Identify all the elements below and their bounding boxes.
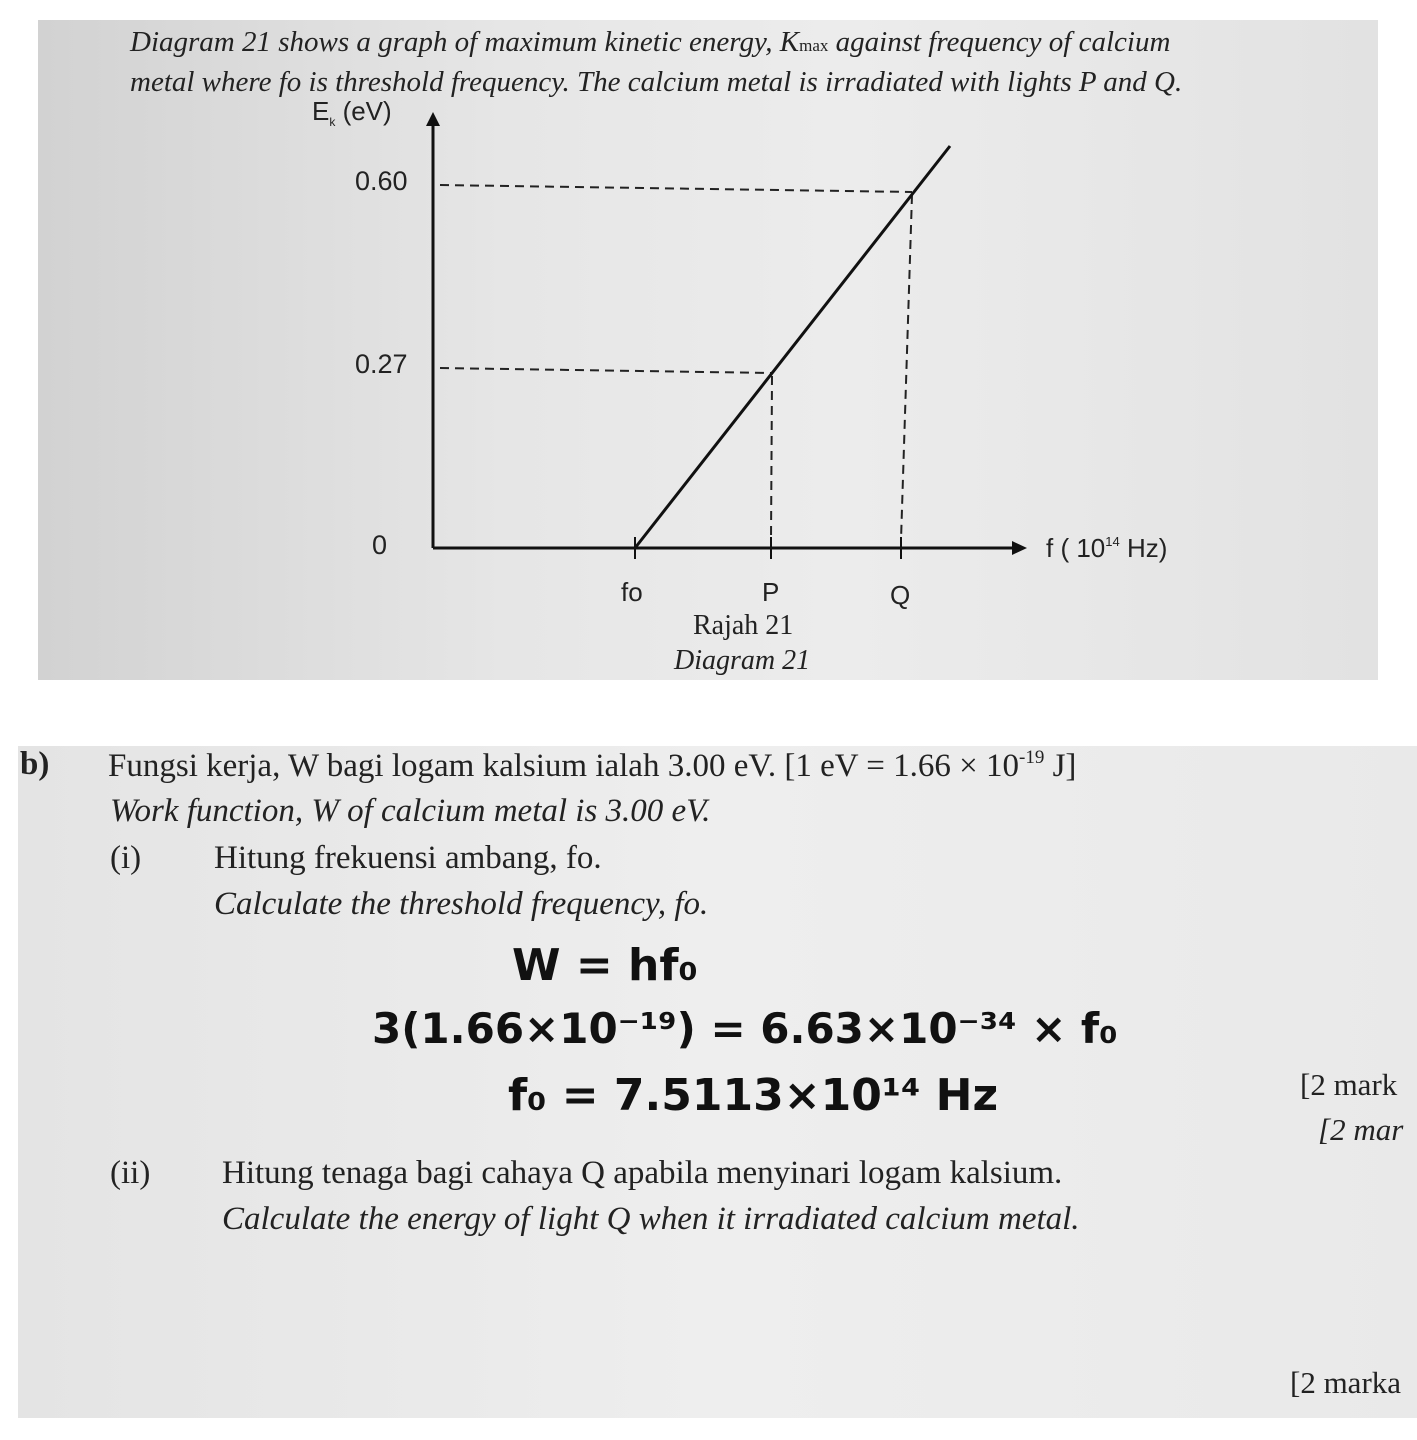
- caption-malay: Rajah 21: [693, 610, 794, 641]
- dashed-line-060: [440, 185, 912, 192]
- y-axis-symbol: E: [312, 96, 330, 126]
- y-axis-label: [312, 96, 392, 127]
- question-b-malay-end: J]: [1044, 748, 1077, 784]
- y-axis-arrowhead: [426, 112, 440, 126]
- handwritten-line-2: 3(1.66×10⁻¹⁹) = 6.63×10⁻³⁴ × f₀: [372, 1004, 1118, 1053]
- part-i-english: Calculate the threshold frequency, fo.: [214, 886, 709, 922]
- x-axis-symbol: f ( 10: [1046, 533, 1106, 563]
- dashed-line-027: [440, 368, 772, 373]
- question-b-exponent: -19: [1019, 747, 1045, 768]
- question-b-english: Work function, W of calcium metal is 3.00 eV.: [110, 793, 711, 829]
- intro-line-2: metal where fo is threshold frequency. The calcium metal is irradiated with lights P and Q.: [130, 66, 1183, 98]
- y-tick-027: 0.27: [355, 349, 408, 379]
- x-axis-exponent: 14: [1105, 534, 1120, 549]
- x-tick-p: P: [762, 577, 780, 607]
- part-ii-marks: [2 marka: [1290, 1365, 1402, 1400]
- x-tick-q: Q: [890, 580, 911, 610]
- part-i-malay: Hitung frekuensi ambang, fo.: [214, 840, 602, 876]
- part-ii-label: (ii): [110, 1155, 151, 1191]
- part-i-marks-1: [2 mark: [1300, 1067, 1398, 1102]
- part-ii-malay: Hitung tenaga bagi cahaya Q apabila menyinari logam kalsium.: [222, 1155, 1063, 1191]
- question-b-label: b): [20, 746, 50, 782]
- y-tick-0: 0: [372, 530, 388, 560]
- dashed-drop-q: [901, 195, 912, 540]
- question-b-malay-text: Fungsi kerja, W bagi logam kalsium ialah 3.00 eV. [1 eV = 1.66 × 10: [108, 748, 1020, 784]
- y-axis-subscript: k: [329, 115, 336, 129]
- dashed-drop-p: [771, 376, 772, 540]
- part-i-label: (i): [110, 840, 142, 876]
- x-axis-label: [1046, 533, 1167, 564]
- x-axis-unit: Hz): [1119, 533, 1168, 563]
- x-axis-arrowhead: [1012, 541, 1027, 555]
- part-i-marks-2: [2 mar: [1318, 1112, 1404, 1147]
- intro-text-b: against frequency of calcium: [828, 26, 1171, 58]
- handwritten-line-1: W = hf₀: [512, 940, 698, 991]
- part-ii-english: Calculate the energy of light Q when it irradiated calcium metal.: [222, 1201, 1080, 1237]
- question-b-malay: [108, 748, 1076, 785]
- y-axis-unit: (eV): [335, 96, 392, 126]
- handwritten-line-3: f₀ = 7.5113×10¹⁴ Hz: [508, 1070, 999, 1121]
- intro-subscript: max: [799, 36, 829, 55]
- caption-english: Diagram 21: [674, 645, 811, 676]
- intro-text-a: Diagram 21 shows a graph of maximum kinetic energy, K: [130, 26, 800, 58]
- y-tick-060: 0.60: [355, 166, 408, 196]
- x-tick-fo: fo: [621, 577, 643, 607]
